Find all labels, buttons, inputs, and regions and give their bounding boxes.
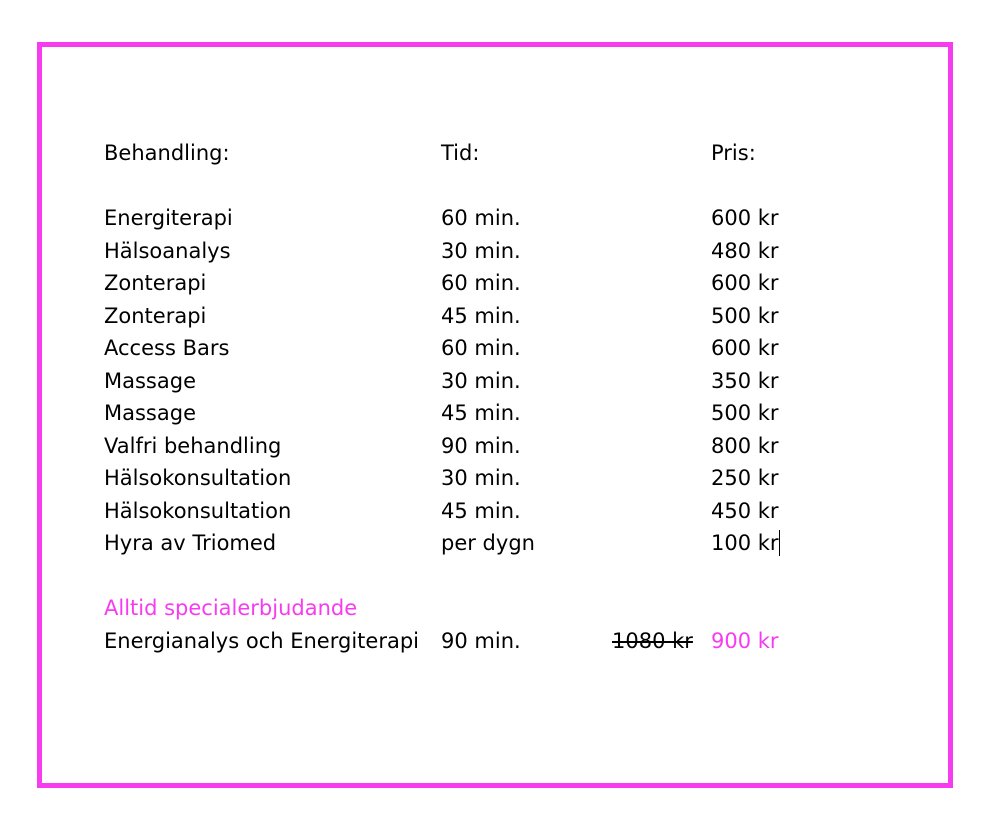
treatment-price: 480 kr <box>711 238 779 263</box>
treatment-price: 450 kr <box>711 498 779 523</box>
treatment-time: per dygn <box>441 531 535 555</box>
treatment-time: 60 min. <box>441 206 521 230</box>
treatment-name: Valfri behandling <box>104 433 282 458</box>
treatment-name: Energiterapi <box>104 206 233 230</box>
table-row <box>0 235 988 268</box>
text-cursor <box>779 530 780 556</box>
treatment-time: 45 min. <box>441 401 521 425</box>
table-row <box>0 365 988 398</box>
treatment-name: Zonterapi <box>104 303 207 328</box>
treatment-time: 60 min. <box>441 271 521 295</box>
treatment-price-with-cursor[interactable] <box>711 527 780 560</box>
table-row <box>0 300 988 333</box>
treatment-price: 100 kr <box>711 531 779 555</box>
table-row <box>0 332 988 365</box>
table-row <box>0 430 988 463</box>
special-offer-name: Energianalys och Energiterapi <box>104 628 419 653</box>
treatment-name: Zonterapi <box>104 271 207 295</box>
treatment-price: 350 kr <box>711 368 779 393</box>
treatment-time: 30 min. <box>441 466 521 490</box>
treatment-time: 60 min. <box>441 336 521 360</box>
header-time: Tid: <box>441 141 480 165</box>
special-offer-heading-row <box>0 592 988 625</box>
treatment-price: 500 kr <box>711 303 779 328</box>
header-price: Pris: <box>711 141 756 165</box>
treatment-name: Hälsokonsultation <box>104 498 292 523</box>
treatment-price: 600 kr <box>711 271 779 295</box>
special-offer-time: 90 min. <box>441 628 521 653</box>
table-row <box>0 397 988 430</box>
treatment-time: 45 min. <box>441 498 521 523</box>
treatment-time: 30 min. <box>441 238 521 263</box>
table-row <box>0 202 988 235</box>
table-row <box>0 495 988 528</box>
treatment-name: Massage <box>104 368 196 393</box>
table-row <box>0 267 988 300</box>
treatment-time: 45 min. <box>441 303 521 328</box>
treatment-name: Hälsoanalys <box>104 238 231 263</box>
treatment-name: Hälsokonsultation <box>104 466 292 490</box>
special-offer-heading: Alltid specialerbjudande <box>104 596 358 620</box>
header-treatment: Behandling: <box>104 141 230 165</box>
table-row <box>0 527 988 560</box>
treatment-price: 800 kr <box>711 433 779 458</box>
treatment-price: 600 kr <box>711 206 779 230</box>
table-header-row <box>0 137 988 170</box>
special-offer-old-price: 1080 kr <box>612 628 693 653</box>
treatment-price: 600 kr <box>711 336 779 360</box>
treatment-time: 90 min. <box>441 433 521 458</box>
special-offer-price: 900 kr <box>711 628 779 653</box>
treatment-name: Massage <box>104 401 196 425</box>
special-offer-row <box>0 625 988 658</box>
treatment-time: 30 min. <box>441 368 521 393</box>
table-row <box>0 462 988 495</box>
treatment-name: Access Bars <box>104 336 230 360</box>
treatment-price: 250 kr <box>711 466 779 490</box>
treatment-price: 500 kr <box>711 401 779 425</box>
treatment-name: Hyra av Triomed <box>104 531 277 555</box>
